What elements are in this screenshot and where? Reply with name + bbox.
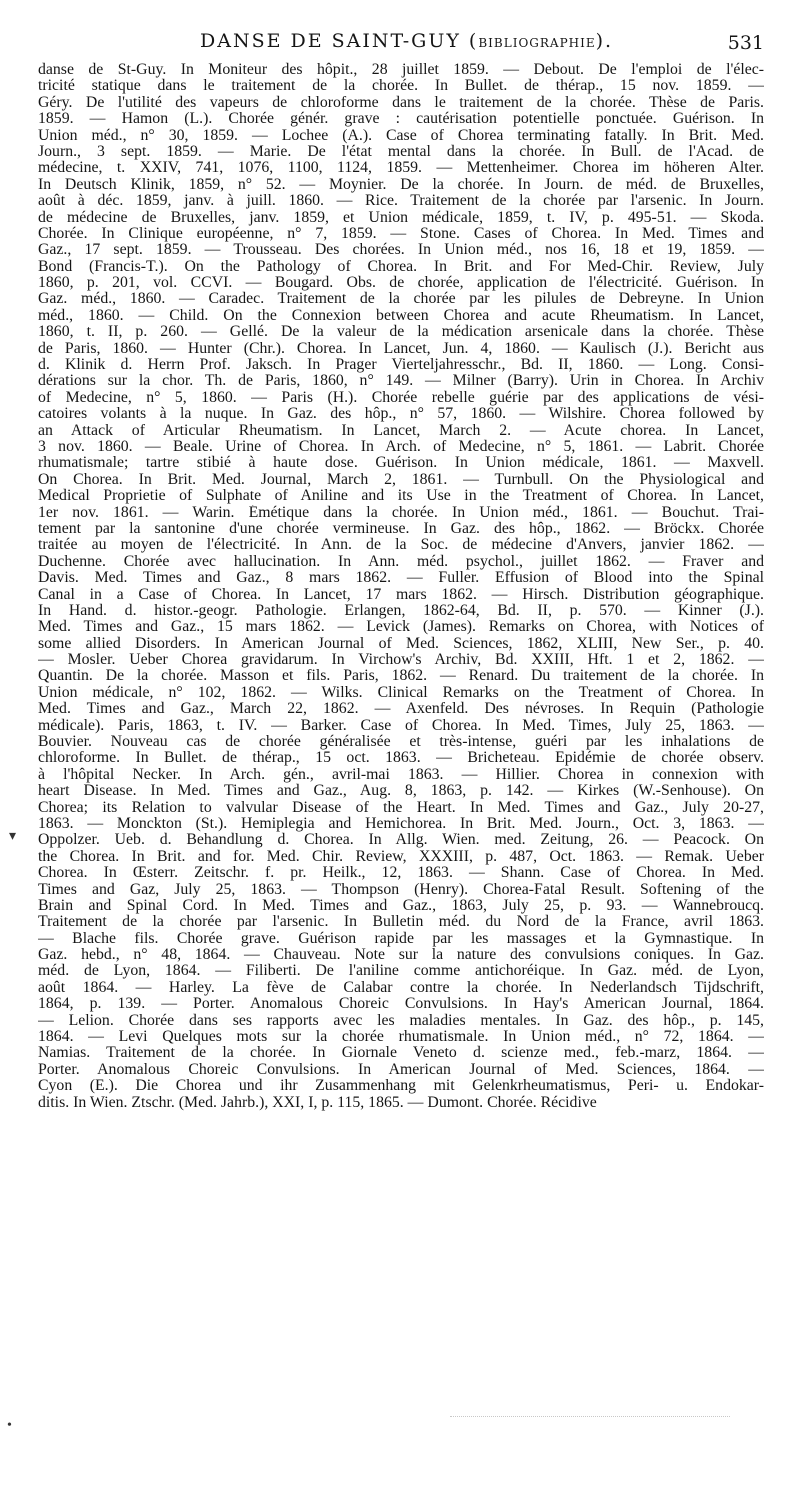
text-line: 3 nov. 1860. — Beale. Urine of Chorea. In Arch. of Medecine, n° 5, 1861. — Labrit. Chorée <box>38 438 764 455</box>
text-line: Brain and Spinal Cord. In Med. Times and Gaz., 1863, July 25, p. 93. — Wannebroucq. <box>38 897 764 914</box>
text-line: Bouvier. Nouveau cas de chorée généralisée et très-intense, guéri par les inhalations de <box>38 734 764 751</box>
text-line: Med. Times and Gaz., March 22, 1862. — Axenfeld. Des névroses. In Requin (Pathologie <box>38 701 764 718</box>
bibliography-text <box>38 62 764 1111</box>
text-line: tement par la santonine d'une chorée vermineuse. In Gaz. des hôp., 1862. — Bröckx. Chorée <box>38 520 764 537</box>
text-line: dérations sur la chor. Th. de Paris, 1860, n° 149. — Milner (Barry). Urin in Chorea. In Archiv <box>38 373 764 390</box>
text-line: 1864. — Levi Quelques mots sur la chorée rhumatismale. In Union méd., n° 72, 1864. — <box>38 1029 764 1046</box>
text-line: Gaz., 17 sept. 1859. — Trousseau. Des chorées. In Union méd., nos 16, 18 et 19, 1859. — <box>38 242 764 259</box>
text-line: 1860, p. 201, vol. CCVI. — Bougard. Obs. de chorée, application de l'électricité. Guérison. In <box>38 275 764 292</box>
page-title-end: ). <box>595 30 614 52</box>
text-line: août 1864. — Harley. La fève de Calabar contre la chorée. In Nederlandsch Tijdschrift, <box>38 979 764 996</box>
text-line: danse de St-Guy. In Moniteur des hôpit., 28 juillet 1859. — Debout. De l'emploi de l'élec- <box>38 62 764 78</box>
text-line: the Chorea. In Brit. and for. Med. Chir. Review, XXXIII, p. 487, Oct. 1863. — Remak. Ueber <box>38 848 764 865</box>
text-line: Chorea; its Relation to valvular Disease of the Heart. In Med. Times and Gaz., July 20-27, <box>38 799 764 816</box>
page-title-small-caps: BIBLIOGRAPHIE <box>478 36 596 50</box>
text-line: Union méd., n° 30, 1859. — Lochee (A.). Case of Chorea terminating fatally. In Brit. Med. <box>38 127 764 144</box>
margin-dot: • <box>7 1418 12 1433</box>
text-line: Cyon (E.). Die Chorea und ihr Zusammenhang mit Gelenkrheumatismus, Peri- u. Endokar- <box>38 1078 764 1095</box>
text-line: — Mosler. Ueber Chorea gravidarum. In Virchow's Archiv, Bd. XXIII, Hft. 1 et 2, 1862. — <box>38 652 764 669</box>
text-line: Chorée. In Clinique européenne, n° 7, 1859. — Stone. Cases of Chorea. In Med. Times and <box>38 225 764 242</box>
text-line: 1859. — Hamon (L.). Chorée génér. grave : cautérisation potentielle ponctuée. Guérison. In <box>38 111 764 128</box>
text-line: Gaz. méd., 1860. — Caradec. Traitement de la chorée par les pilules de Debreyne. In Union <box>38 291 764 308</box>
text-line: some allied Disorders. In American Journal of Med. Sciences, 1862, XLIII, New Ser., p. 40. <box>38 635 764 652</box>
text-line: chloroforme. In Bullet. de thérap., 15 oct. 1863. — Bricheteau. Epidémie de chorée observ. <box>38 750 764 767</box>
text-line: Chorea. In Œsterr. Zeitschr. f. pr. Heilk., 12, 1863. — Shann. Case of Chorea. In Med. <box>38 865 764 882</box>
text-line: heart Disease. In Med. Times and Gaz., Aug. 8, 1863, p. 142. — Kirkes (W.-Senhouse). On <box>38 783 764 800</box>
text-line: 1er nov. 1861. — Warin. Émétique dans la chorée. In Union méd., 1861. — Bouchut. Trai- <box>38 504 764 521</box>
text-line: In Deutsch Klinik, 1859, n° 52. — Moynier. De la chorée. In Journ. de méd. de Bruxelles, <box>38 176 764 193</box>
text-line: Times and Gaz, July 25, 1863. — Thompson (Henry). Chorea-Fatal Result. Softening of the <box>38 881 764 898</box>
text-line: médicale). Paris, 1863, t. IV. — Barker. Case of Chorea. In Med. Times, July 25, 1863. — <box>38 717 764 734</box>
text-line: de Paris, 1860. — Hunter (Chr.). Chorea. In Lancet, Jun. 4, 1860. — Kaulisch (J.). Bericht aus <box>38 340 764 357</box>
text-line: Gaz. hebd., n° 48, 1864. — Chauveau. Note sur la nature des convulsions coniques. In Gaz. <box>38 947 764 964</box>
text-line: Medical Proprietie of Sulphate of Aniline and its Use in the Treatment of Chorea. In Lancet, <box>38 488 764 505</box>
text-line: Traitement de la chorée par l'arsenic. In Bulletin méd. du Nord de la France, avril 1863. <box>38 914 764 931</box>
text-line: à l'hôpital Necker. In Arch. gén., avril-mai 1863. — Hillier. Chorea in connexion with <box>38 766 764 783</box>
page-title-main: DANSE DE SAINT-GUY ( <box>200 30 479 52</box>
running-head <box>38 30 764 60</box>
text-line: traitée au moyen de l'électricité. In Ann. de la Soc. de médecine d'Anvers, janvier 1862. — <box>38 537 764 554</box>
text-line: Namias. Traitement de la chorée. In Giornale Veneto d. scienze med., feb.-marz, 1864. — <box>38 1045 764 1062</box>
text-line: 1864, p. 139. — Porter. Anomalous Choreic Convulsions. In Hay's American Journal, 1864. <box>38 996 764 1013</box>
text-line: Géry. De l'utilité des vapeurs de chloroforme dans le traitement de la chorée. Thèse de Paris. <box>38 94 764 111</box>
text-line: Duchenne. Chorée avec hallucination. In Ann. méd. psychol., juillet 1862. — Fraver and <box>38 553 764 570</box>
text-line: méd., 1860. — Child. On the Connexion between Chorea and acute Rheumatism. In Lancet, <box>38 307 764 324</box>
text-line: an Attack of Articular Rheumatism. In Lancet, March 2. — Acute chorea. In Lancet, <box>38 422 764 439</box>
text-line: Med. Times and Gaz., 15 mars 1862. — Levick (James). Remarks on Chorea, with Notices of <box>38 619 764 636</box>
text-line: — Blache fils. Chorée grave. Guérison rapide par les massages et la Gymnastique. In <box>38 930 764 947</box>
text-line: Canal in a Case of Chorea. In Lancet, 17 mars 1862. — Hirsch. Distribution géographique. <box>38 586 764 603</box>
page-number: 531 <box>727 32 764 54</box>
text-line: d. Klinik d. Herrn Prof. Jaksch. In Prager Vierteljahresschr., Bd. II, 1860. — Long. Consi- <box>38 357 764 374</box>
page-title <box>200 30 613 52</box>
text-line: In Hand. d. histor.-geogr. Pathologie. Erlangen, 1862-64, Bd. II, p. 570. — Kinner (J.). <box>38 602 764 619</box>
text-line: Bond (Francis-T.). On the Pathology of Chorea. In Brit. and For Med-Chir. Review, July <box>38 258 764 275</box>
text-line: Davis. Med. Times and Gaz., 8 mars 1862. — Fuller. Effusion of Blood into the Spinal <box>38 570 764 587</box>
text-line: Quantin. De la chorée. Masson et fils. Paris, 1862. — Renard. Du traitement de la chorée. In <box>38 668 764 685</box>
text-line: Union médicale, n° 102, 1862. — Wilks. Clinical Remarks on the Treatment of Chorea. In <box>38 684 764 701</box>
text-line: catoires volants à la nuque. In Gaz. des hôp., n° 57, 1860. — Wilshire. Chorea followed by <box>38 406 764 423</box>
text-line: 1863. — Monckton (St.). Hemiplegia and Hemichorea. In Brit. Med. Journ., Oct. 3, 1863. — <box>38 815 764 832</box>
text-line: Porter. Anomalous Choreic Convulsions. In American Journal of Med. Sciences, 1864. — <box>38 1061 764 1078</box>
text-line: 1860, t. II, p. 260. — Gellé. De la valeur de la médication arsenicale dans la chorée. Thèse <box>38 324 764 341</box>
text-line: On Chorea. In Brit. Med. Journal, March 2, 1861. — Turnbull. On the Physiological and <box>38 471 764 488</box>
text-line: rhumatismale; tartre stibié à haute dose. Guérison. In Union médicale, 1861. — Maxvell. <box>38 455 764 472</box>
text-line: Journ., 3 sept. 1859. — Marie. De l'état mental dans la chorée. In Bull. de l'Acad. de <box>38 143 764 160</box>
text-line: Oppolzer. Ueb. d. Behandlung d. Chorea. In Allg. Wien. med. Zeitung, 26. — Peacock. On <box>38 832 764 849</box>
margin-mark: ▾ <box>9 829 17 844</box>
text-line: ditis. In Wien. Ztschr. (Med. Jahrb.), XXI, I, p. 115, 1865. — Dumont. Chorée. Récidive <box>38 1094 597 1111</box>
text-line: tricité statique dans le traitement de la chorée. In Bullet. de thérap., 15 nov. 1859. — <box>38 78 764 95</box>
text-line: août à déc. 1859, janv. à juill. 1860. — Rice. Traitement de la chorée par l'arsenic. In Journ. <box>38 193 764 210</box>
text-line: of Medecine, n° 5, 1860. — Paris (H.). Chorée rebelle guérie par des applications de vési- <box>38 389 764 406</box>
text-line: médecine, t. XXIV, 741, 1076, 1100, 1124, 1859. — Mettenheimer. Chorea im höheren Alter. <box>38 160 764 177</box>
text-line: — Lelion. Chorée dans ses rapports avec les maladies mentales. In Gaz. des hôp., p. 145, <box>38 1012 764 1029</box>
text-line: méd. de Lyon, 1864. — Filiberti. De l'aniline comme antichoréique. In Gaz. méd. de Lyon, <box>38 963 764 980</box>
bottom-rule <box>450 1416 730 1417</box>
text-line: de médecine de Bruxelles, janv. 1859, et Union médicale, 1859, t. IV, p. 495-51. — Skoda. <box>38 209 764 226</box>
